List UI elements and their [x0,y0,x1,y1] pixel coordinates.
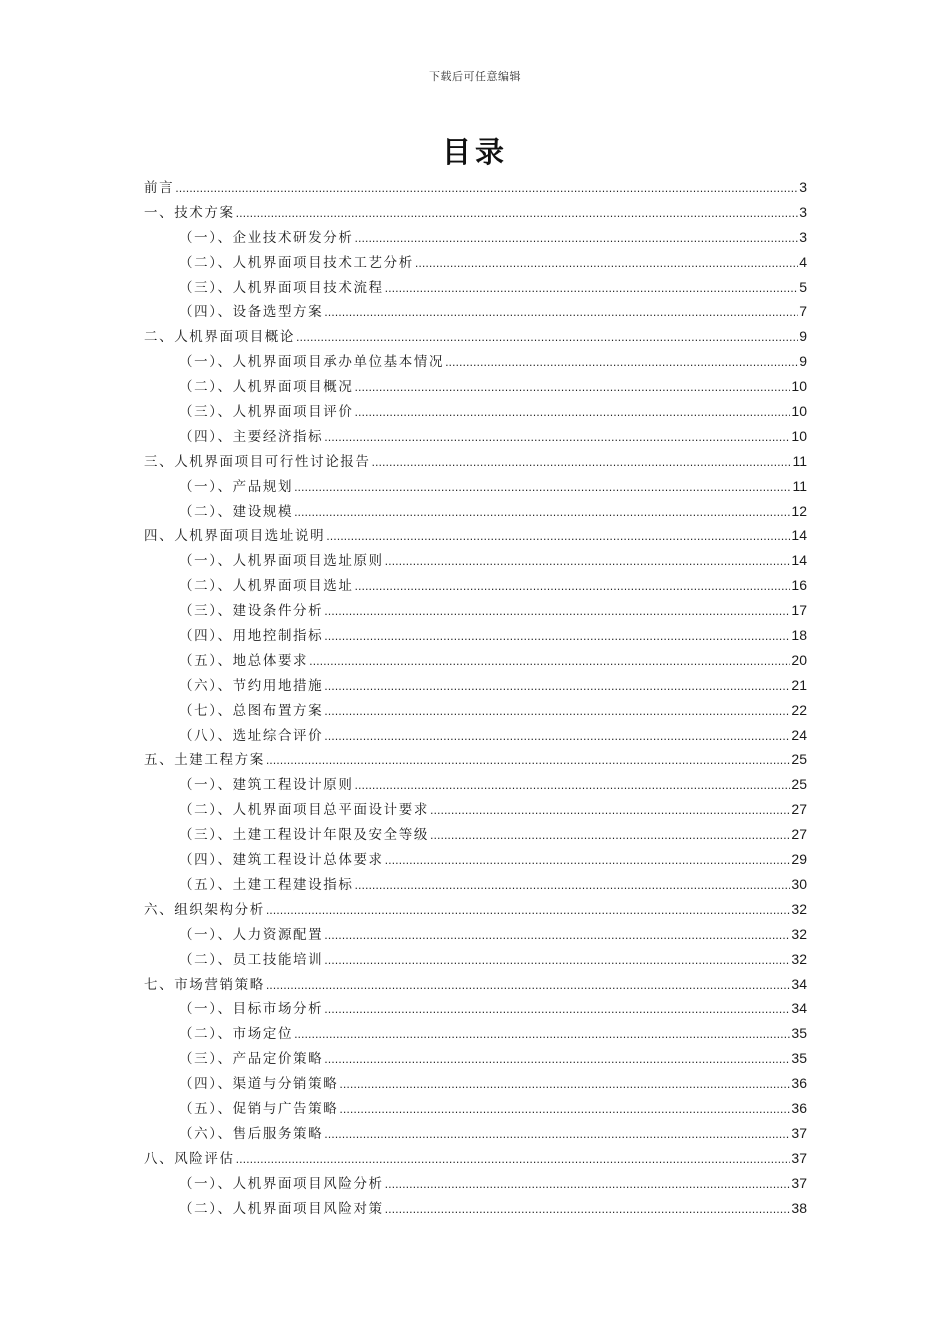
toc-entry-title: （一）、人机界面项目承办单位基本情况 [179,354,445,371]
toc-entry-title: （三）、人机界面项目技术流程 [179,279,384,296]
toc-dot-leader [385,1197,791,1223]
toc-section-entry[interactable] [144,972,807,997]
toc-page-number: 10 [791,378,807,395]
toc-entry-title: （四）、用地控制指标 [179,628,324,645]
toc-dot-leader [339,1072,790,1098]
toc-subsection-entry[interactable] [144,723,807,748]
toc-page-number: 27 [791,801,807,818]
toc-entry-title: （四）、渠道与分销策略 [179,1076,339,1093]
toc-dot-leader [385,549,791,575]
toc-dot-leader [354,873,790,899]
toc-entry-title: 三、人机界面项目可行性讨论报告 [144,453,371,470]
toc-dot-leader [324,724,790,750]
toc-section-entry[interactable] [144,1146,807,1171]
toc-subsection-entry[interactable] [144,797,807,822]
toc-section-entry[interactable] [144,200,807,225]
toc-entry-title: （一）、产品规划 [179,478,294,495]
toc-page-number: 14 [791,552,807,569]
toc-page-number: 38 [791,1199,807,1216]
toc-subsection-entry[interactable] [144,623,807,648]
toc-entry-title: （一）、目标市场分析 [179,1001,324,1018]
toc-section-entry[interactable] [144,324,807,349]
toc-page-number: 20 [791,651,807,668]
toc-page-number: 27 [791,826,807,843]
toc-page-number: 18 [791,627,807,644]
toc-page-number: 37 [791,1124,807,1141]
toc-entry-title: 四、人机界面项目选址说明 [144,528,326,545]
toc-page-number: 10 [791,427,807,444]
toc-entry-title: （六）、节约用地措施 [179,677,324,694]
toc-section-entry[interactable] [144,449,807,474]
toc-entry-title: 七、市场营销策略 [144,976,265,993]
toc-entry-title: （二）、人机界面项目总平面设计要求 [179,802,429,819]
toc-subsection-entry[interactable] [144,548,807,573]
toc-subsection-entry[interactable] [144,673,807,698]
toc-page-number: 3 [799,228,807,245]
header-note: 下载后可任意编辑 [429,70,521,83]
toc-dot-leader [294,1022,790,1048]
toc-entry-title: （二）、市场定位 [179,1026,294,1043]
toc-dot-leader [175,176,798,202]
toc-page-number: 35 [791,1025,807,1042]
toc-subsection-entry[interactable] [144,349,807,374]
toc-page-number: 21 [791,676,807,693]
toc-dot-leader [354,226,798,252]
toc-entry-title: （六）、售后服务策略 [179,1125,324,1142]
toc-subsection-entry[interactable] [144,299,807,324]
toc-page-number: 9 [799,328,807,345]
toc-dot-leader [372,450,792,476]
toc-entry-title: （八）、选址综合评价 [179,727,324,744]
toc-page-number: 10 [791,403,807,420]
toc-page-number: 34 [791,975,807,992]
toc-subsection-entry[interactable] [144,872,807,897]
toc-dot-leader [430,823,790,849]
page-title: 目录 [441,135,508,169]
toc-dot-leader [385,1172,791,1198]
toc-entry-title: 二、人机界面项目概论 [144,329,295,346]
toc-page-number: 25 [791,751,807,768]
toc-dot-leader [324,1122,790,1148]
toc-page-number: 4 [799,253,807,270]
toc-subsection-entry[interactable] [144,1071,807,1096]
toc-subsection-entry[interactable] [144,847,807,872]
toc-page-number: 7 [799,303,807,320]
toc-dot-leader [324,674,790,700]
toc-page-number: 9 [799,353,807,370]
toc-entry-title: 一、技术方案 [144,204,235,221]
toc-dot-leader [266,748,791,774]
toc-subsection-entry[interactable] [144,275,807,300]
toc-entry-title: （三）、土建工程设计年限及安全等级 [179,827,429,844]
toc-entry-title: （五）、土建工程建设指标 [179,876,354,893]
toc-entry-title: （四）、主要经济指标 [179,428,324,445]
toc-page-number: 25 [791,776,807,793]
toc-page-number: 3 [799,179,807,195]
toc-dot-leader [324,425,790,451]
toc-entry-title: （五）、促销与广告策略 [179,1100,339,1117]
toc-entry-title: （二）、人机界面项目技术工艺分析 [179,254,414,271]
toc-dot-leader [324,997,790,1023]
toc-dot-leader [309,649,790,675]
toc-entry-title: 六、组织架构分析 [144,901,265,918]
toc-page-number: 32 [791,900,807,917]
toc-page-number: 11 [792,477,807,494]
toc-page-number: 12 [791,502,807,519]
toc-page-number: 35 [791,1050,807,1067]
toc-dot-leader [324,948,790,974]
toc-entry-title: （一）、企业技术研发分析 [179,229,354,246]
toc-entry-title: （二）、人机界面项目风险对策 [179,1200,384,1217]
toc-page-number: 37 [791,1174,807,1191]
toc-entry-title: （二）、人机界面项目概况 [179,379,354,396]
toc-subsection-entry[interactable] [144,1171,807,1196]
toc-dot-leader [339,1097,790,1123]
toc-subsection-entry[interactable] [144,424,807,449]
table-of-contents [144,175,807,1220]
toc-section-entry[interactable] [144,897,807,922]
toc-subsection-entry[interactable] [144,1046,807,1071]
toc-dot-leader [324,1047,790,1073]
toc-dot-leader [415,251,798,277]
toc-dot-leader [385,848,791,874]
toc-page-number: 37 [791,1149,807,1166]
toc-page-number: 11 [792,452,807,469]
toc-dot-leader [324,300,798,326]
toc-subsection-entry[interactable] [144,996,807,1021]
toc-entry-title: （二）、员工技能培训 [179,951,324,968]
toc-dot-leader [236,1147,791,1173]
toc-dot-leader [324,599,790,625]
toc-dot-leader [445,350,798,376]
toc-subsection-entry[interactable] [144,1021,807,1046]
toc-subsection-entry[interactable] [144,648,807,673]
toc-subsection-entry[interactable] [144,1196,807,1221]
toc-subsection-entry[interactable] [144,399,807,424]
toc-page-number: 30 [791,875,807,892]
toc-page-number: 36 [791,1099,807,1116]
toc-page-number: 5 [799,278,807,295]
toc-page-number: 36 [791,1075,807,1092]
toc-subsection-entry[interactable] [144,922,807,947]
toc-entry-title: （一）、人机界面项目选址原则 [179,553,384,570]
toc-dot-leader [326,524,790,550]
toc-dot-leader [296,325,798,351]
toc-entry-title: （七）、总图布置方案 [179,702,324,719]
toc-dot-leader [294,475,791,501]
toc-subsection-entry[interactable] [144,474,807,499]
toc-subsection-entry[interactable] [144,598,807,623]
toc-page-number: 29 [791,851,807,868]
toc-entry-title: （一）、人力资源配置 [179,926,324,943]
toc-entry-title: （二）、建设规模 [179,503,294,520]
toc-dot-leader [430,798,790,824]
toc-page-number: 24 [791,726,807,743]
toc-section-entry[interactable] [144,175,807,200]
toc-section-entry[interactable] [144,747,807,772]
toc-entry-title: 八、风险评估 [144,1150,235,1167]
toc-page-number: 16 [791,577,807,594]
toc-page-number: 14 [791,527,807,544]
toc-dot-leader [294,500,790,526]
toc-entry-title: （三）、产品定价策略 [179,1051,324,1068]
toc-dot-leader [324,699,790,725]
toc-subsection-entry[interactable] [144,772,807,797]
toc-page-number: 32 [791,925,807,942]
toc-dot-leader [385,276,799,302]
toc-entry-title: （四）、设备选型方案 [179,304,324,321]
toc-page-number: 3 [799,203,807,220]
toc-page-number: 17 [791,602,807,619]
toc-dot-leader [324,624,790,650]
toc-dot-leader [354,773,790,799]
toc-dot-leader [324,923,790,949]
toc-entry-title: （一）、人机界面项目风险分析 [179,1175,384,1192]
toc-subsection-entry[interactable] [144,1096,807,1121]
toc-subsection-entry[interactable] [144,374,807,399]
toc-dot-leader [236,201,799,227]
toc-subsection-entry[interactable] [144,225,807,250]
toc-dot-leader [354,375,790,401]
toc-subsection-entry[interactable] [144,698,807,723]
toc-subsection-entry[interactable] [144,822,807,847]
toc-entry-title: （三）、建设条件分析 [179,603,324,620]
toc-dot-leader [266,898,791,924]
toc-page-number: 32 [791,950,807,967]
toc-subsection-entry[interactable] [144,1121,807,1146]
toc-entry-title: 前言 [144,180,175,196]
toc-section-entry[interactable] [144,523,807,548]
toc-entry-title: （二）、人机界面项目选址 [179,578,354,595]
toc-page-number: 22 [791,701,807,718]
toc-entry-title: （四）、建筑工程设计总体要求 [179,852,384,869]
toc-page-number: 34 [791,1000,807,1017]
toc-entry-title: 五、土建工程方案 [144,752,265,769]
toc-entry-title: （三）、人机界面项目评价 [179,404,354,421]
toc-dot-leader [354,400,790,426]
toc-entry-title: （五）、地总体要求 [179,652,309,669]
toc-dot-leader [266,973,791,999]
toc-subsection-entry[interactable] [144,573,807,598]
toc-subsection-entry[interactable] [144,947,807,972]
toc-subsection-entry[interactable] [144,250,807,275]
toc-entry-title: （一）、建筑工程设计原则 [179,777,354,794]
toc-subsection-entry[interactable] [144,499,807,524]
toc-dot-leader [354,574,790,600]
